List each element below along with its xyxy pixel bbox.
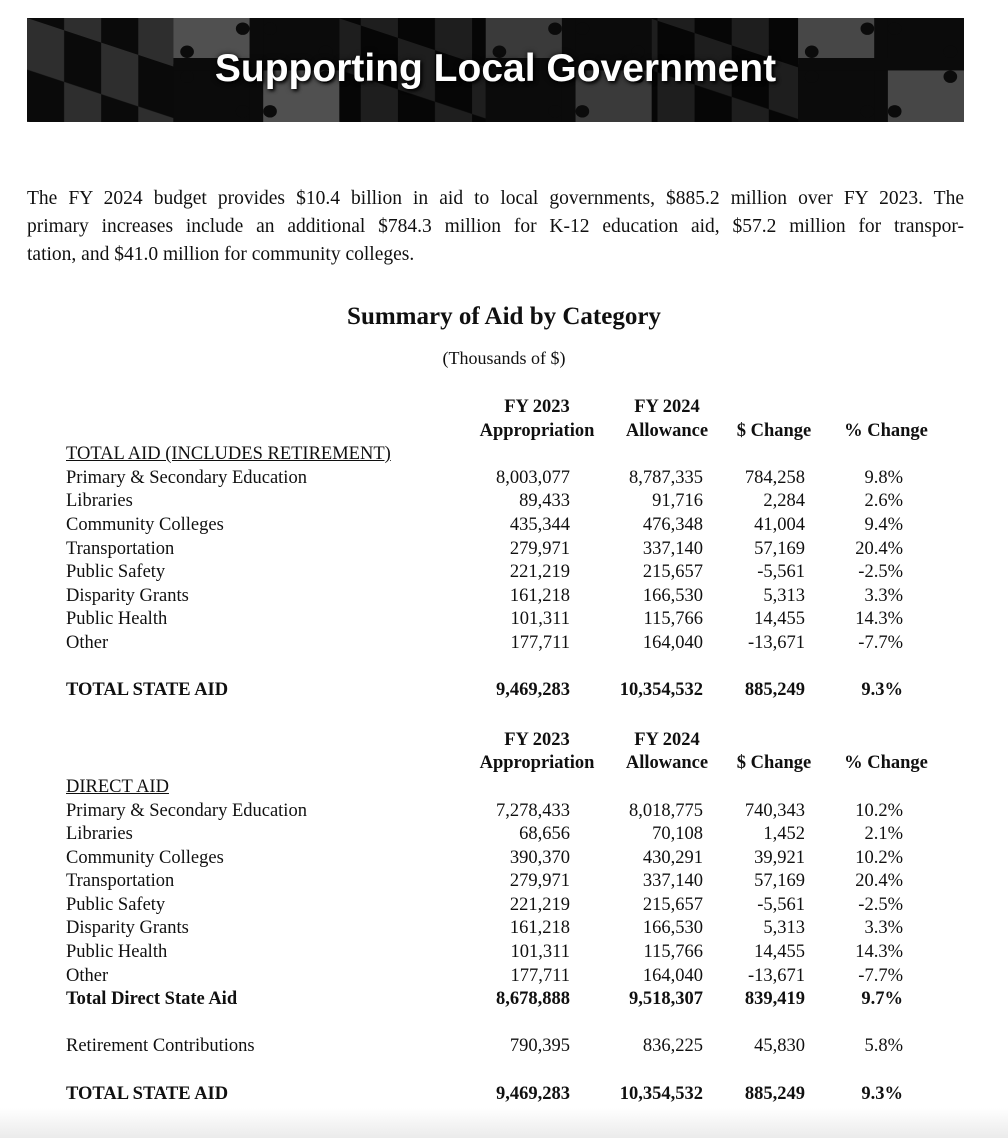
col-header-fy2024: FY 2024 (634, 729, 700, 750)
column-header-spacer (66, 752, 466, 776)
row-label: Transportation (66, 871, 175, 892)
table-row (66, 941, 950, 965)
row-dollar-change: 885,249 (744, 1083, 805, 1104)
row-fy2023-appropriation: 9,469,283 (496, 1083, 570, 1104)
column-header-spacer (822, 396, 950, 420)
row-fy2023-appropriation: 8,003,077 (496, 467, 570, 488)
row-dollar-change: 14,455 (754, 609, 805, 630)
column-headers-bottom (66, 420, 950, 444)
table-row (66, 800, 950, 824)
col-header-dollar-change: $ Change (736, 753, 812, 774)
total-state-aid-row (66, 679, 950, 703)
row-fy2023-appropriation: 790,395 (509, 1036, 570, 1057)
row-fy2024-allowance: 91,716 (652, 491, 703, 512)
row-label: Retirement Contributions (66, 1036, 255, 1057)
row-fy2023-appropriation: 390,370 (509, 847, 570, 868)
table-row (66, 917, 950, 941)
row-dollar-change: 57,169 (754, 871, 805, 892)
column-headers-top (66, 729, 950, 753)
row-label: Community Colleges (66, 514, 224, 535)
row-fy2024-allowance: 9,518,307 (629, 989, 703, 1010)
row-dollar-change: 1,452 (763, 824, 805, 845)
col-header-allowance: Allowance (625, 420, 709, 441)
row-fy2024-allowance: 166,530 (642, 585, 703, 606)
row-percent-change: 20.4% (855, 871, 903, 892)
row-percent-change: 20.4% (855, 538, 903, 559)
intro-line: The FY 2024 budget provides $10.4 billion in aid to local governments, $885.2 million over FY 2023. The (27, 188, 964, 209)
row-fy2024-allowance: 166,530 (642, 918, 703, 939)
col-header-fy2023: FY 2023 (504, 397, 570, 417)
summary-title: Summary of Aid by Category (347, 303, 661, 330)
row-fy2024-allowance: 115,766 (643, 942, 703, 963)
section-heading-direct-aid: DIRECT AID (66, 776, 169, 797)
row-fy2023-appropriation: 101,311 (510, 609, 570, 630)
row-label: Disparity Grants (66, 585, 189, 606)
row-label: TOTAL STATE AID (66, 680, 229, 701)
row-percent-change: -2.5% (858, 562, 903, 583)
table-row (66, 608, 950, 632)
row-label: Disparity Grants (66, 918, 189, 939)
table-row (66, 538, 950, 562)
row-fy2023-appropriation: 101,311 (510, 942, 570, 963)
column-header-spacer (66, 420, 466, 444)
row-fy2023-appropriation: 8,678,888 (496, 989, 570, 1010)
row-label: Transportation (66, 538, 175, 559)
row-percent-change: 9.8% (864, 467, 903, 488)
row-fy2023-appropriation: 435,344 (509, 514, 570, 535)
row-fy2024-allowance: 337,140 (642, 871, 703, 892)
row-fy2023-appropriation: 279,971 (509, 871, 570, 892)
col-header-appropriation: Appropriation (479, 420, 595, 441)
table-row (66, 894, 950, 918)
row-fy2024-allowance: 8,787,335 (629, 467, 703, 488)
total-aid-rows (66, 467, 950, 656)
column-header-spacer (66, 729, 466, 753)
row-fy2023-appropriation: 221,219 (509, 894, 570, 915)
row-label: Public Safety (66, 562, 166, 583)
col-header-appropriation: Appropriation (479, 753, 595, 774)
table-row (66, 490, 950, 514)
row-fy2023-appropriation: 161,218 (509, 585, 570, 606)
column-header-spacer (66, 396, 466, 420)
row-fy2024-allowance: 115,766 (643, 609, 703, 630)
retirement-contributions-row (66, 1035, 950, 1059)
total-direct-state-aid-row (66, 988, 950, 1012)
row-percent-change: 10.2% (855, 847, 903, 868)
table-row (66, 585, 950, 609)
row-fy2024-allowance: 215,657 (642, 894, 703, 915)
row-percent-change: 9.7% (861, 989, 903, 1010)
row-fy2023-appropriation: 9,469,283 (496, 680, 570, 701)
row-fy2024-allowance: 70,108 (652, 824, 703, 845)
row-fy2023-appropriation: 7,278,433 (496, 800, 570, 821)
column-header-spacer (726, 396, 822, 420)
col-header-percent-change: % Change (844, 420, 928, 441)
row-fy2023-appropriation: 279,971 (509, 538, 570, 559)
row-dollar-change: -13,671 (747, 965, 805, 986)
row-dollar-change: 5,313 (763, 918, 805, 939)
table-row (66, 823, 950, 847)
table-row (66, 632, 950, 656)
row-label: TOTAL STATE AID (66, 1083, 229, 1104)
row-fy2024-allowance: 164,040 (642, 632, 703, 653)
row-fy2023-appropriation: 221,219 (509, 562, 570, 583)
row-percent-change: -7.7% (858, 632, 903, 653)
row-dollar-change: -5,561 (757, 894, 805, 915)
spacer (66, 1012, 950, 1036)
column-headers-bottom (66, 752, 950, 776)
maryland-flag-banner (27, 18, 964, 122)
row-percent-change: 5.8% (864, 1036, 903, 1057)
row-label: Other (66, 965, 109, 986)
row-fy2024-allowance: 215,657 (642, 562, 703, 583)
row-fy2023-appropriation: 177,711 (510, 965, 570, 986)
row-fy2024-allowance: 10,354,532 (619, 1083, 703, 1104)
column-headers-top (66, 396, 950, 420)
column-header-spacer (726, 729, 822, 753)
row-fy2024-allowance: 10,354,532 (619, 680, 703, 701)
row-fy2024-allowance: 476,348 (642, 514, 703, 535)
intro-line: tation, and $41.0 million for community colleges. (27, 244, 415, 265)
summary-units-note: (Thousands of $) (442, 348, 566, 368)
row-dollar-change: -13,671 (747, 632, 805, 653)
row-dollar-change: 39,921 (754, 847, 805, 868)
row-percent-change: 3.3% (864, 585, 903, 606)
row-fy2023-appropriation: 177,711 (510, 632, 570, 653)
row-dollar-change: 45,830 (754, 1036, 805, 1057)
row-percent-change: -7.7% (858, 965, 903, 986)
row-label: Public Safety (66, 894, 166, 915)
row-percent-change: 9.3% (861, 1083, 903, 1104)
section-heading-total-aid: TOTAL AID (INCLUDES RETIREMENT) (66, 444, 391, 465)
row-dollar-change: 14,455 (754, 942, 805, 963)
intro-paragraph (27, 185, 964, 269)
row-percent-change: 3.3% (864, 918, 903, 939)
row-percent-change: 10.2% (855, 800, 903, 821)
row-label: Primary & Secondary Education (66, 467, 307, 488)
row-label: Total Direct State Aid (66, 989, 238, 1010)
row-label: Public Health (66, 609, 168, 630)
row-label: Community Colleges (66, 847, 224, 868)
row-dollar-change: -5,561 (757, 562, 805, 583)
grand-total-state-aid-row (66, 1083, 950, 1107)
table-row (66, 467, 950, 491)
row-percent-change: 9.3% (861, 680, 903, 701)
row-dollar-change: 740,343 (744, 800, 805, 821)
aid-summary-table (66, 396, 950, 1106)
row-dollar-change: 5,313 (763, 585, 805, 606)
col-header-percent-change: % Change (844, 753, 928, 774)
row-fy2024-allowance: 164,040 (642, 965, 703, 986)
row-fy2024-allowance: 836,225 (642, 1036, 703, 1057)
row-label: Libraries (66, 491, 133, 512)
page-bottom-fade (0, 1108, 1008, 1138)
row-fy2023-appropriation: 89,433 (519, 491, 570, 512)
row-percent-change: -2.5% (858, 894, 903, 915)
col-header-dollar-change: $ Change (736, 420, 812, 441)
col-header-fy2024: FY 2024 (634, 397, 700, 417)
col-header-fy2023: FY 2023 (504, 729, 570, 750)
table-row (66, 870, 950, 894)
row-label: Libraries (66, 824, 133, 845)
row-percent-change: 9.4% (864, 514, 903, 535)
spacer (66, 1059, 950, 1083)
row-dollar-change: 839,419 (744, 989, 805, 1010)
row-percent-change: 2.6% (864, 491, 903, 512)
row-label: Public Health (66, 942, 168, 963)
row-dollar-change: 784,258 (744, 467, 805, 488)
table-row (66, 561, 950, 585)
table-row (66, 965, 950, 989)
row-percent-change: 2.1% (864, 824, 903, 845)
table-row (66, 847, 950, 871)
row-label: Primary & Secondary Education (66, 800, 307, 821)
row-fy2024-allowance: 430,291 (642, 847, 703, 868)
page-title: Supporting Local Government (214, 47, 777, 91)
row-dollar-change: 2,284 (763, 491, 805, 512)
row-dollar-change: 41,004 (754, 514, 805, 535)
table-row (66, 514, 950, 538)
row-percent-change: 14.3% (855, 942, 903, 963)
spacer (66, 656, 950, 680)
row-fy2024-allowance: 337,140 (642, 538, 703, 559)
row-label: Other (66, 632, 109, 653)
row-fy2024-allowance: 8,018,775 (629, 800, 703, 821)
intro-line: primary increases include an additional $784.3 million for K-12 education aid, $57.2 million for transpor- (27, 216, 964, 237)
row-dollar-change: 57,169 (754, 538, 805, 559)
row-fy2023-appropriation: 68,656 (519, 824, 570, 845)
row-dollar-change: 885,249 (744, 680, 805, 701)
column-header-spacer (822, 729, 950, 753)
row-fy2023-appropriation: 161,218 (509, 918, 570, 939)
col-header-allowance: Allowance (625, 753, 709, 774)
direct-aid-rows (66, 800, 950, 989)
row-percent-change: 14.3% (855, 609, 903, 630)
spacer (66, 703, 950, 729)
